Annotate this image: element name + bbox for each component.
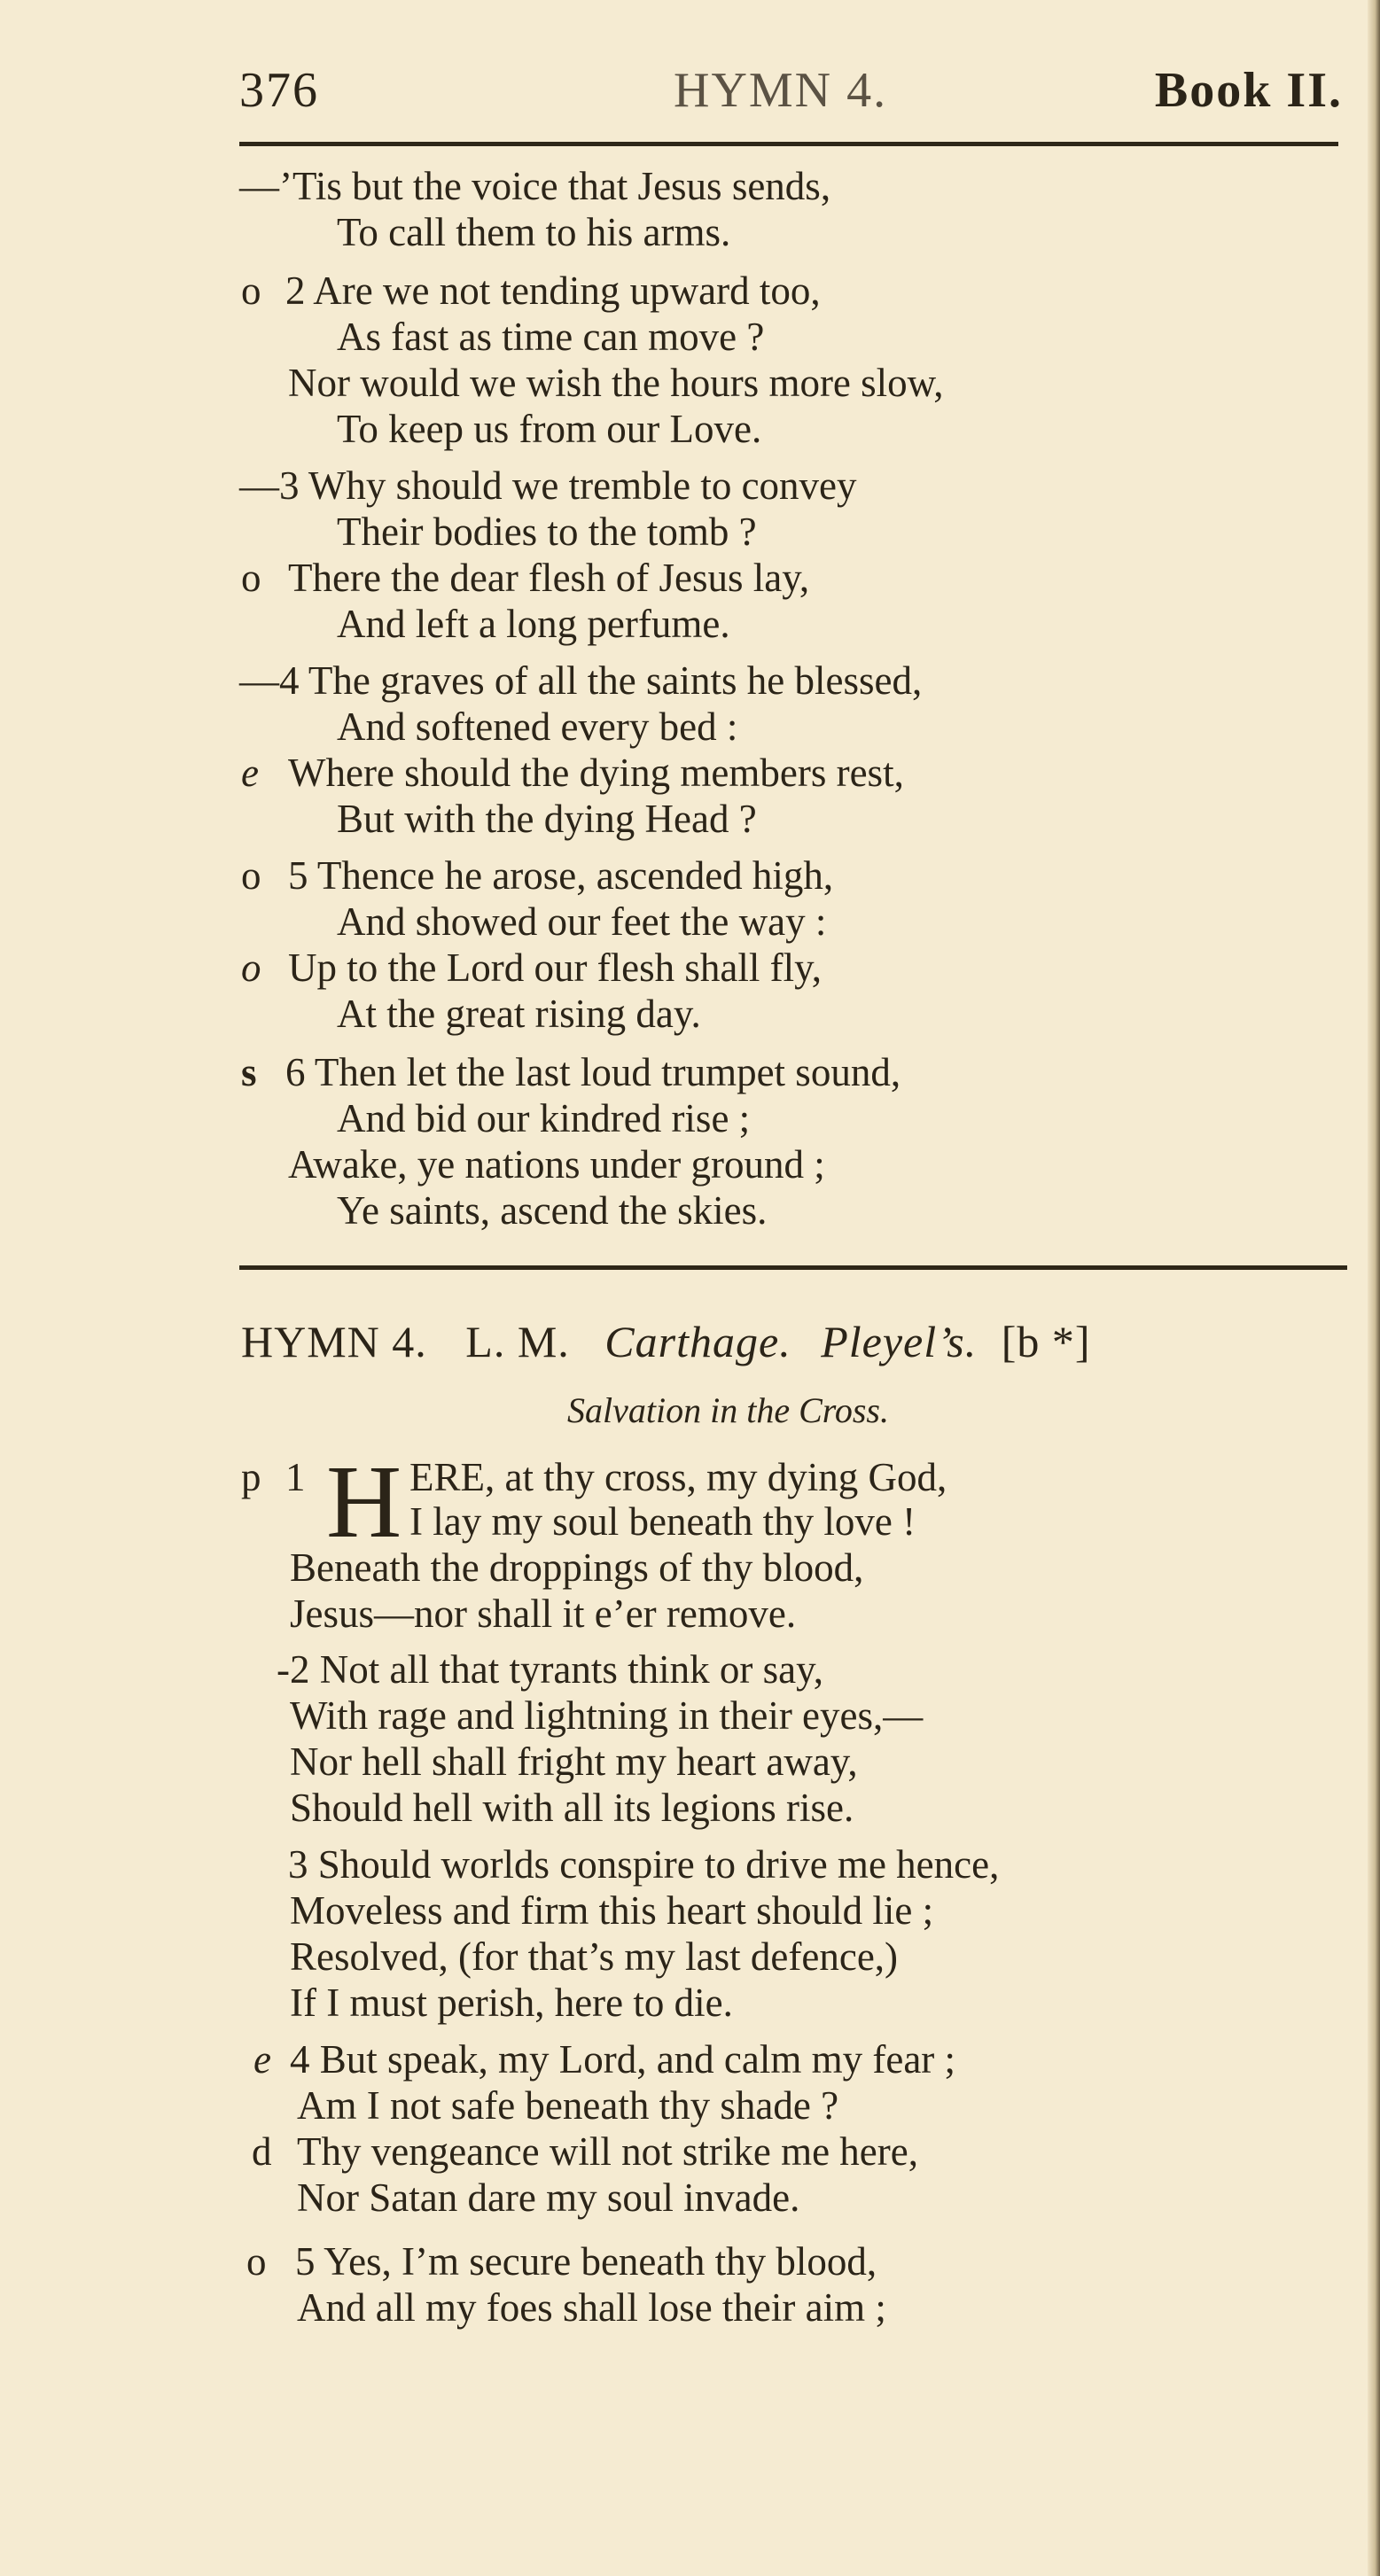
verse-line: —3 Why should we tremble to convey [239, 463, 857, 508]
verse-line: And all my foes shall lose their aim ; [297, 2285, 886, 2330]
verse-line: To keep us from our Love. [337, 407, 762, 451]
hymn-composer: Pleyel’s. [821, 1317, 978, 1366]
verse-line: 3 Should worlds conspire to drive me hence, [288, 1842, 1000, 1887]
verse-line: And left a long perfume. [337, 602, 730, 646]
verse-line: Nor would we wish the hours more slow, [288, 361, 944, 405]
verse-line: Their bodies to the tomb ? [337, 510, 757, 554]
verse-line: Nor hell shall fright my heart away, [290, 1739, 858, 1784]
verse-line: Moveless and firm this heart should lie ; [290, 1888, 934, 1933]
dynamic-mark: e [241, 751, 259, 795]
dynamic-mark: o [241, 268, 261, 313]
header-rule [239, 142, 1338, 146]
verse-line: At the great rising day. [337, 992, 701, 1036]
dynamic-mark: o [246, 2239, 267, 2284]
verse-line: —’Tis but the voice that Jesus sends, [239, 164, 831, 208]
verse-line: And softened every bed : [337, 704, 738, 749]
verse-line: With rage and lightning in their eyes,— [290, 1693, 924, 1738]
verse-line: 5 Thence he arose, ascended high, [288, 853, 834, 898]
running-title: HYMN 4. [674, 63, 888, 118]
page-header [239, 62, 1343, 133]
page-number: 376 [239, 63, 319, 118]
verse-line: As fast as time can move ? [337, 315, 765, 359]
hymn-heading [241, 1316, 1091, 1367]
dynamic-mark: o [241, 556, 261, 600]
dynamic-mark: s [241, 1050, 257, 1094]
verse-line: To call them to his arms. [337, 210, 731, 254]
dynamic-mark: o [241, 946, 261, 990]
verse-line: 6 Then let the last loud trumpet sound, [285, 1050, 901, 1094]
verse-line: Resolved, (for that’s my last defence,) [290, 1934, 899, 1979]
verse-line: I lay my soul beneath thy love ! [409, 1499, 916, 1544]
verse-line: Beneath the droppings of thy blood, [290, 1545, 864, 1590]
hymn-tune: Carthage. [604, 1317, 791, 1366]
verse-line: —4 The graves of all the saints he blessed, [239, 658, 923, 703]
verse-line: ERE, at thy cross, my dying God, [409, 1455, 947, 1499]
verse-line: If I must perish, here to die. [290, 1981, 733, 2025]
hymn-meter: L. M. [465, 1317, 570, 1366]
hymn-number: HYMN 4. [241, 1317, 427, 1366]
verse-line: Up to the Lord our flesh shall fly, [288, 946, 822, 990]
book-label: Book II. [1154, 63, 1343, 118]
verse-line: But with the dying Head ? [337, 797, 757, 841]
verse-line: Jesus—nor shall it e’er remove. [290, 1592, 797, 1636]
dynamic-mark: o [241, 853, 261, 898]
dynamic-mark: p [241, 1455, 261, 1499]
verse-line: Thy vengeance will not strike me here, [297, 2129, 918, 2174]
dynamic-mark: e [253, 2037, 271, 2082]
verse-number: 1 [285, 1455, 306, 1499]
verse-line: There the dear flesh of Jesus lay, [288, 556, 810, 600]
drop-cap: H [326, 1444, 402, 1560]
verse-line: Am I not safe beneath thy shade ? [297, 2083, 839, 2128]
verse-line: Awake, ye nations under ground ; [288, 1142, 825, 1187]
verse-line: Ye saints, ascend the skies. [337, 1188, 768, 1233]
verse-line: Should hell with all its legions rise. [290, 1786, 854, 1830]
section-rule [239, 1265, 1347, 1270]
hymn-key: [b *] [1001, 1317, 1091, 1366]
hymn-subtitle: Salvation in the Cross. [567, 1390, 889, 1430]
verse-line: 2 Are we not tending upward too, [285, 268, 821, 313]
verse-line: -2 Not all that tyrants think or say, [277, 1647, 823, 1692]
verse-line: And bid our kindred rise ; [337, 1096, 751, 1140]
verse-line: And showed our feet the way : [337, 899, 827, 944]
verse-line: 5 Yes, I’m secure beneath thy blood, [295, 2239, 877, 2284]
verse-line: Where should the dying members rest, [288, 751, 904, 795]
verse-line: Nor Satan dare my soul invade. [297, 2175, 800, 2220]
verse-line: 4 But speak, my Lord, and calm my fear ; [290, 2037, 956, 2082]
page-edge [1368, 0, 1380, 2576]
dynamic-mark: d [252, 2129, 272, 2174]
